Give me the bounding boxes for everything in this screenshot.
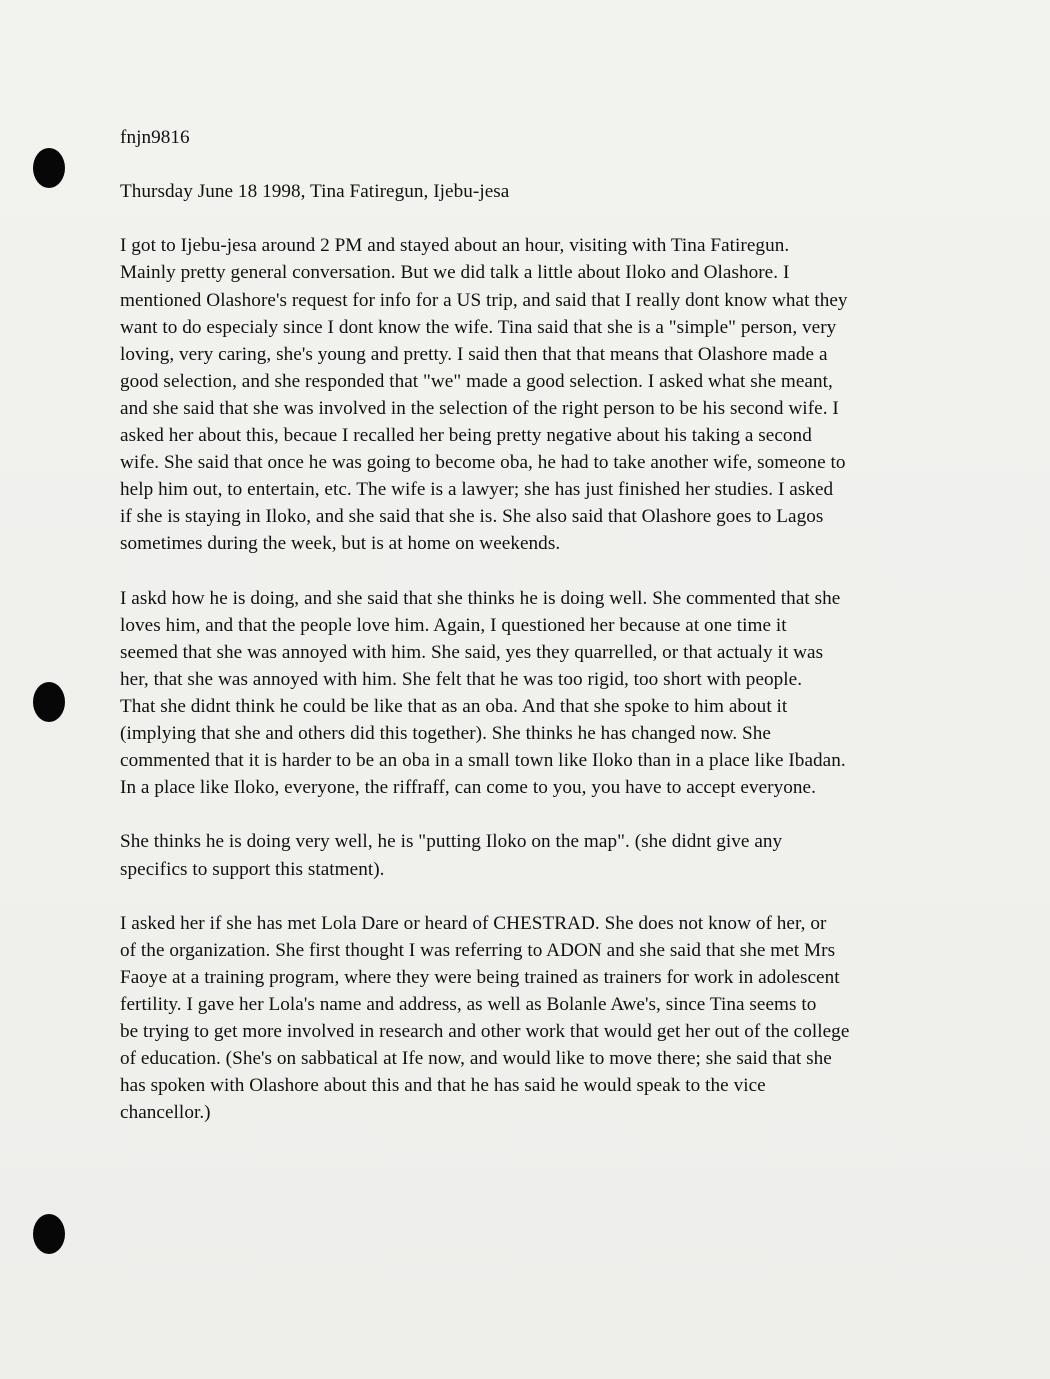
text-line: specifics to support this statment). — [120, 858, 385, 880]
spacer — [120, 801, 940, 828]
text-line: and she said that she was involved in the selection of the right person to be his second wife. I — [120, 397, 839, 419]
spacer — [120, 205, 940, 232]
text-line: of the organization. She first thought I was referring to ADON and she said that she met Mrs — [120, 939, 836, 961]
text-line: Mainly pretty general conversation. But we did talk a little about Iloko and Olashore. I — [120, 262, 790, 284]
text-line: be trying to get more involved in research and other work that would get her out of the college — [120, 1021, 850, 1043]
text-line: That she didnt think he could be like that as an oba. And that she spoke to him about it — [120, 695, 788, 717]
text-line: wife. She said that once he was going to become oba, he had to take another wife, someone to — [120, 452, 846, 474]
text-line: chancellor.) — [120, 1102, 211, 1124]
binder-hole-bottom — [33, 1214, 65, 1254]
spacer — [120, 883, 940, 910]
text-line: good selection, and she responded that "we" made a good selection. I asked what she meant, — [120, 370, 833, 392]
text-line: want to do especialy since I dont know the wife. Tina said that she is a "simple" person, very — [120, 316, 837, 338]
text-line: her, that she was annoyed with him. She felt that he was too rigid, too short with people. — [120, 668, 803, 690]
text-line: of education. (She's on sabbatical at Ife now, and would like to move there; she said that she — [120, 1048, 832, 1070]
text-line: I asked her if she has met Lola Dare or heard of CHESTRAD. She does not know of her, or — [120, 912, 827, 934]
text-line: asked her about this, becaue I recalled her being pretty negative about his taking a second — [120, 425, 812, 447]
date-line: Thursday June 18 1998, Tina Fatiregun, Ijebu-jesa — [120, 181, 510, 203]
paragraph-4 — [120, 910, 940, 1127]
document-id: fnjn9816 — [120, 127, 190, 148]
binder-hole-top — [33, 148, 65, 188]
text-line: has spoken with Olashore about this and that he has said he would speak to the vice — [120, 1075, 766, 1097]
text-line: I got to Ijebu-jesa around 2 PM and stayed about an hour, visiting with Tina Fatiregun. — [120, 235, 790, 257]
text-line: commented that it is harder to be an oba in a small town like Iloko than in a place like Ibadan. — [120, 750, 846, 772]
text-line: In a place like Iloko, everyone, the riffraff, can come to you, you have to accept everyone. — [120, 777, 816, 799]
paragraph-2 — [120, 585, 940, 802]
document-body — [120, 124, 940, 1126]
text-line: loves him, and that the people love him. Again, I questioned her because at one time it — [120, 614, 787, 636]
text-line: She thinks he is doing very well, he is "putting Iloko on the map". (she didnt give any — [120, 831, 783, 853]
text-line: loving, very caring, she's young and pretty. I said then that that means that Olashore made a — [120, 343, 828, 365]
binder-hole-middle — [33, 682, 65, 722]
paragraph-1 — [120, 232, 940, 557]
text-line: Faoye at a training program, where they were being trained as trainers for work in adolescent — [120, 966, 840, 988]
text-line: if she is staying in Iloko, and she said that she is. She also said that Olashore goes to Lagos — [120, 506, 824, 528]
text-line: I askd how he is doing, and she said that she thinks he is doing well. She commented that she — [120, 587, 841, 609]
spacer — [120, 558, 940, 585]
paragraph-3 — [120, 828, 940, 882]
spacer — [120, 151, 940, 178]
text-line: seemed that she was annoyed with him. She said, yes they quarrelled, or that actualy it was — [120, 641, 824, 663]
text-line: sometimes during the week, but is at home on weekends. — [120, 533, 561, 555]
text-line: fertility. I gave her Lola's name and address, as well as Bolanle Awe's, since Tina seems to — [120, 994, 817, 1015]
text-line: (implying that she and others did this together). She thinks he has changed now. She — [120, 723, 771, 745]
text-line: mentioned Olashore's request for info for a US trip, and said that I really dont know what they — [120, 289, 848, 311]
text-line: help him out, to entertain, etc. The wife is a lawyer; she has just finished her studies. I asked — [120, 479, 834, 501]
